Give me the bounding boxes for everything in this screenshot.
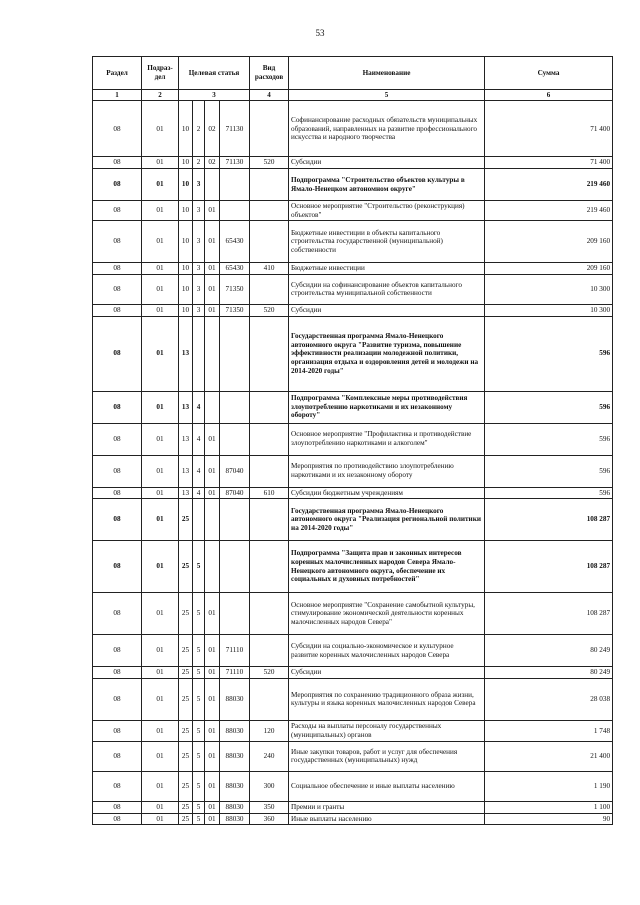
- cell-vid-rashodov: [250, 635, 289, 667]
- cell-vid-rashodov: [250, 593, 289, 635]
- cell-activity: 01: [205, 201, 220, 221]
- cell-razdel: 08: [93, 304, 142, 316]
- cell-direction: 88030: [220, 801, 250, 813]
- cell-summa: 71 400: [485, 157, 613, 169]
- cell-summa: 90: [485, 813, 613, 825]
- cell-podrazdel: 01: [142, 813, 179, 825]
- cell-vid-rashodov: 350: [250, 801, 289, 813]
- cell-activity: [205, 499, 220, 541]
- cell-subprogram: 4: [193, 423, 205, 455]
- cell-vid-rashodov: [250, 201, 289, 221]
- cell-direction: 88030: [220, 720, 250, 741]
- cell-activity: 01: [205, 801, 220, 813]
- cell-razdel: 08: [93, 487, 142, 499]
- cell-program: 10: [179, 169, 193, 201]
- cell-podrazdel: 01: [142, 487, 179, 499]
- cell-program: 10: [179, 157, 193, 169]
- cell-razdel: 08: [93, 316, 142, 391]
- cell-program: 25: [179, 593, 193, 635]
- cell-vid-rashodov: [250, 101, 289, 157]
- cell-direction: 71350: [220, 274, 250, 304]
- cell-activity: 01: [205, 274, 220, 304]
- cell-summa: 108 287: [485, 541, 613, 593]
- cell-razdel: 08: [93, 541, 142, 593]
- cell-razdel: 08: [93, 813, 142, 825]
- cell-vid-rashodov: 410: [250, 263, 289, 275]
- cell-subprogram: 5: [193, 541, 205, 593]
- cell-program: 25: [179, 678, 193, 720]
- cell-podrazdel: 01: [142, 801, 179, 813]
- cell-subprogram: 4: [193, 455, 205, 487]
- cell-activity: [205, 541, 220, 593]
- table-header-row: [93, 57, 613, 90]
- cell-naimenovanie: Основное мероприятие "Сохранение самобытной культуры, стимулирование экономической деятельности коренных малочисленных народов Севера": [289, 593, 485, 635]
- cell-vid-rashodov: [250, 391, 289, 423]
- cell-razdel: 08: [93, 499, 142, 541]
- cell-vid-rashodov: [250, 316, 289, 391]
- cell-vid-rashodov: [250, 499, 289, 541]
- cell-podrazdel: 01: [142, 541, 179, 593]
- cell-podrazdel: 01: [142, 316, 179, 391]
- cell-subprogram: 5: [193, 678, 205, 720]
- cell-direction: [220, 201, 250, 221]
- cell-podrazdel: 01: [142, 720, 179, 741]
- table-row: [93, 423, 613, 455]
- cell-podrazdel: 01: [142, 304, 179, 316]
- cell-podrazdel: 01: [142, 741, 179, 771]
- cell-program: 25: [179, 813, 193, 825]
- cell-razdel: 08: [93, 391, 142, 423]
- cell-subprogram: 5: [193, 667, 205, 679]
- cell-vid-rashodov: [250, 423, 289, 455]
- cell-podrazdel: 01: [142, 169, 179, 201]
- table-row: [93, 221, 613, 263]
- cell-direction: [220, 316, 250, 391]
- column-number: 2: [142, 90, 179, 101]
- table-row: [93, 541, 613, 593]
- cell-direction: [220, 423, 250, 455]
- budget-table: [92, 56, 613, 825]
- cell-direction: 65430: [220, 221, 250, 263]
- cell-podrazdel: 01: [142, 157, 179, 169]
- cell-summa: 209 160: [485, 221, 613, 263]
- cell-program: 10: [179, 221, 193, 263]
- cell-activity: [205, 169, 220, 201]
- cell-program: 25: [179, 771, 193, 801]
- cell-naimenovanie: Подпрограмма "Комплексные меры противодействия злоупотреблению наркотиками и их незаконному обороту": [289, 391, 485, 423]
- cell-activity: 01: [205, 455, 220, 487]
- cell-activity: 01: [205, 263, 220, 275]
- cell-razdel: 08: [93, 263, 142, 275]
- cell-direction: 65430: [220, 263, 250, 275]
- column-number: 6: [485, 90, 613, 101]
- cell-naimenovanie: Бюджетные инвестиции: [289, 263, 485, 275]
- table-row: [93, 593, 613, 635]
- cell-summa: 596: [485, 391, 613, 423]
- cell-program: 10: [179, 263, 193, 275]
- cell-summa: 108 287: [485, 499, 613, 541]
- cell-razdel: 08: [93, 741, 142, 771]
- cell-activity: 01: [205, 304, 220, 316]
- cell-naimenovanie: Мероприятия по противодействию злоупотреблению наркотиками и их незаконному обороту: [289, 455, 485, 487]
- table-row: [93, 263, 613, 275]
- cell-subprogram: 5: [193, 771, 205, 801]
- cell-naimenovanie: Субсидии бюджетным учреждениям: [289, 487, 485, 499]
- cell-direction: 88030: [220, 771, 250, 801]
- cell-subprogram: 3: [193, 304, 205, 316]
- cell-vid-rashodov: 300: [250, 771, 289, 801]
- table-row: [93, 667, 613, 679]
- cell-activity: 01: [205, 741, 220, 771]
- cell-direction: [220, 499, 250, 541]
- table-row: [93, 720, 613, 741]
- table-row: [93, 391, 613, 423]
- table-row: [93, 499, 613, 541]
- cell-vid-rashodov: 520: [250, 667, 289, 679]
- cell-naimenovanie: Основное мероприятие "Строительство (реконструкция) объектов": [289, 201, 485, 221]
- cell-subprogram: 5: [193, 720, 205, 741]
- cell-razdel: 08: [93, 455, 142, 487]
- cell-summa: 28 038: [485, 678, 613, 720]
- table-row: [93, 678, 613, 720]
- cell-activity: 01: [205, 423, 220, 455]
- cell-vid-rashodov: 520: [250, 157, 289, 169]
- cell-vid-rashodov: [250, 678, 289, 720]
- cell-activity: [205, 391, 220, 423]
- cell-podrazdel: 01: [142, 771, 179, 801]
- cell-subprogram: [193, 316, 205, 391]
- cell-program: 25: [179, 720, 193, 741]
- column-number: 5: [289, 90, 485, 101]
- cell-razdel: 08: [93, 221, 142, 263]
- cell-podrazdel: 01: [142, 635, 179, 667]
- cell-vid-rashodov: [250, 455, 289, 487]
- cell-direction: [220, 391, 250, 423]
- cell-direction: 71110: [220, 667, 250, 679]
- cell-activity: 01: [205, 593, 220, 635]
- cell-program: 13: [179, 423, 193, 455]
- cell-naimenovanie: Расходы на выплаты персоналу государственных (муниципальных) органов: [289, 720, 485, 741]
- cell-summa: 1 100: [485, 801, 613, 813]
- cell-razdel: 08: [93, 593, 142, 635]
- cell-summa: 219 460: [485, 201, 613, 221]
- cell-subprogram: 2: [193, 157, 205, 169]
- cell-direction: 71350: [220, 304, 250, 316]
- column-number: 4: [250, 90, 289, 101]
- cell-vid-rashodov: [250, 169, 289, 201]
- cell-podrazdel: 01: [142, 201, 179, 221]
- cell-direction: [220, 169, 250, 201]
- cell-summa: 596: [485, 487, 613, 499]
- cell-razdel: 08: [93, 201, 142, 221]
- cell-activity: [205, 316, 220, 391]
- cell-summa: 219 460: [485, 169, 613, 201]
- cell-podrazdel: 01: [142, 499, 179, 541]
- cell-podrazdel: 01: [142, 455, 179, 487]
- cell-program: 25: [179, 801, 193, 813]
- column-number-row: [93, 90, 613, 101]
- cell-summa: 596: [485, 455, 613, 487]
- column-number: 1: [93, 90, 142, 101]
- cell-naimenovanie: Мероприятия по сохранению традиционного образа жизни, культуры и языка коренных малочисленных народов Севера: [289, 678, 485, 720]
- cell-program: 25: [179, 499, 193, 541]
- cell-summa: 1 190: [485, 771, 613, 801]
- cell-activity: 01: [205, 667, 220, 679]
- cell-razdel: 08: [93, 771, 142, 801]
- cell-direction: 71130: [220, 157, 250, 169]
- cell-naimenovanie: Государственная программа Ямало-Ненецкого автономного округа "Реализация региональной политики на 2014-2020 годы": [289, 499, 485, 541]
- cell-naimenovanie: Субсидии на софинансирование объектов капитального строительства муниципальной собственности: [289, 274, 485, 304]
- cell-podrazdel: 01: [142, 423, 179, 455]
- cell-summa: 1 748: [485, 720, 613, 741]
- cell-naimenovanie: Субсидии: [289, 667, 485, 679]
- cell-summa: 10 300: [485, 274, 613, 304]
- page-number: 53: [315, 28, 325, 38]
- cell-subprogram: 3: [193, 201, 205, 221]
- cell-activity: 02: [205, 101, 220, 157]
- cell-naimenovanie: Субсидии на социально-экономическое и культурное развитие коренных малочисленных народов Севера: [289, 635, 485, 667]
- cell-direction: 88030: [220, 813, 250, 825]
- cell-subprogram: 3: [193, 274, 205, 304]
- cell-podrazdel: 01: [142, 221, 179, 263]
- table-body: [93, 101, 613, 825]
- table-row: [93, 487, 613, 499]
- column-number: 3: [179, 90, 250, 101]
- cell-razdel: 08: [93, 678, 142, 720]
- cell-direction: [220, 593, 250, 635]
- cell-program: 25: [179, 667, 193, 679]
- cell-subprogram: 3: [193, 169, 205, 201]
- cell-razdel: 08: [93, 720, 142, 741]
- cell-vid-rashodov: [250, 221, 289, 263]
- cell-program: 13: [179, 391, 193, 423]
- header-celevaya-statya: Целевая статья: [179, 57, 250, 90]
- cell-naimenovanie: Софинансирование расходных обязательств муниципальных образований, направленных на развитие профессионального искусства и народного творчества: [289, 101, 485, 157]
- cell-subprogram: 3: [193, 221, 205, 263]
- table-row: [93, 274, 613, 304]
- cell-naimenovanie: Бюджетные инвестиции в объекты капитального строительства государственной (муниципальной) собственности: [289, 221, 485, 263]
- header-naimenovanie: Наименование: [289, 57, 485, 90]
- table-row: [93, 157, 613, 169]
- cell-direction: 88030: [220, 741, 250, 771]
- cell-naimenovanie: Субсидии: [289, 157, 485, 169]
- table-row: [93, 801, 613, 813]
- cell-vid-rashodov: [250, 274, 289, 304]
- cell-subprogram: 5: [193, 741, 205, 771]
- table-row: [93, 813, 613, 825]
- cell-subprogram: 3: [193, 263, 205, 275]
- cell-podrazdel: 01: [142, 263, 179, 275]
- table-row: [93, 455, 613, 487]
- cell-program: 10: [179, 304, 193, 316]
- cell-activity: 01: [205, 678, 220, 720]
- cell-razdel: 08: [93, 274, 142, 304]
- table-row: [93, 304, 613, 316]
- cell-program: 25: [179, 541, 193, 593]
- cell-program: 10: [179, 201, 193, 221]
- cell-subprogram: [193, 499, 205, 541]
- cell-program: 25: [179, 635, 193, 667]
- cell-subprogram: 5: [193, 593, 205, 635]
- cell-direction: 88030: [220, 678, 250, 720]
- table-row: [93, 101, 613, 157]
- cell-naimenovanie: Субсидии: [289, 304, 485, 316]
- cell-activity: 02: [205, 157, 220, 169]
- header-vid-rashodov: Вид расходов: [250, 57, 289, 90]
- cell-razdel: 08: [93, 667, 142, 679]
- table-row: [93, 741, 613, 771]
- cell-naimenovanie: Государственная программа Ямало-Ненецкого автономного округа "Развитие туризма, повышение эффективности реализации молодежной политики, организация отдыха и оздоровления детей и молодежи на 2014-2020 годы": [289, 316, 485, 391]
- cell-direction: 71130: [220, 101, 250, 157]
- cell-summa: 596: [485, 423, 613, 455]
- cell-subprogram: 2: [193, 101, 205, 157]
- cell-summa: 71 400: [485, 101, 613, 157]
- cell-podrazdel: 01: [142, 391, 179, 423]
- cell-subprogram: 5: [193, 635, 205, 667]
- cell-summa: 10 300: [485, 304, 613, 316]
- cell-podrazdel: 01: [142, 667, 179, 679]
- cell-vid-rashodov: 240: [250, 741, 289, 771]
- cell-program: 10: [179, 274, 193, 304]
- cell-podrazdel: 01: [142, 274, 179, 304]
- cell-activity: 01: [205, 720, 220, 741]
- cell-naimenovanie: Подпрограмма "Защита прав и законных интересов коренных малочисленных народов Севера Ямало-Ненецкого автономного округа, обеспечение их социальных и духовных потребностей": [289, 541, 485, 593]
- cell-program: 25: [179, 741, 193, 771]
- table-row: [93, 316, 613, 391]
- cell-activity: 01: [205, 221, 220, 263]
- cell-program: 13: [179, 455, 193, 487]
- cell-naimenovanie: Иные выплаты населению: [289, 813, 485, 825]
- cell-program: 13: [179, 487, 193, 499]
- cell-podrazdel: 01: [142, 101, 179, 157]
- table-row: [93, 169, 613, 201]
- cell-naimenovanie: Социальное обеспечение и иные выплаты населению: [289, 771, 485, 801]
- cell-razdel: 08: [93, 101, 142, 157]
- cell-activity: 01: [205, 813, 220, 825]
- cell-subprogram: 5: [193, 801, 205, 813]
- cell-summa: 108 287: [485, 593, 613, 635]
- cell-subprogram: 4: [193, 391, 205, 423]
- cell-subprogram: 4: [193, 487, 205, 499]
- table-row: [93, 201, 613, 221]
- cell-direction: 87040: [220, 455, 250, 487]
- header-razdel: Раздел: [93, 57, 142, 90]
- cell-naimenovanie: Иные закупки товаров, работ и услуг для обеспечения государственных (муниципальных) нужд: [289, 741, 485, 771]
- cell-podrazdel: 01: [142, 678, 179, 720]
- cell-direction: 71110: [220, 635, 250, 667]
- cell-vid-rashodov: 520: [250, 304, 289, 316]
- cell-program: 13: [179, 316, 193, 391]
- cell-activity: 01: [205, 771, 220, 801]
- cell-summa: 80 249: [485, 667, 613, 679]
- cell-razdel: 08: [93, 801, 142, 813]
- cell-vid-rashodov: [250, 541, 289, 593]
- cell-summa: 209 160: [485, 263, 613, 275]
- cell-vid-rashodov: 360: [250, 813, 289, 825]
- cell-program: 10: [179, 101, 193, 157]
- table-row: [93, 771, 613, 801]
- cell-activity: 01: [205, 635, 220, 667]
- cell-direction: [220, 541, 250, 593]
- cell-vid-rashodov: 120: [250, 720, 289, 741]
- cell-subprogram: 5: [193, 813, 205, 825]
- cell-summa: 596: [485, 316, 613, 391]
- cell-summa: 21 400: [485, 741, 613, 771]
- cell-vid-rashodov: 610: [250, 487, 289, 499]
- cell-activity: 01: [205, 487, 220, 499]
- cell-razdel: 08: [93, 423, 142, 455]
- header-podrazdel: Подраз- дел: [142, 57, 179, 90]
- cell-podrazdel: 01: [142, 593, 179, 635]
- cell-naimenovanie: Премии и гранты: [289, 801, 485, 813]
- cell-direction: 87040: [220, 487, 250, 499]
- cell-razdel: 08: [93, 635, 142, 667]
- cell-razdel: 08: [93, 157, 142, 169]
- cell-summa: 80 249: [485, 635, 613, 667]
- cell-naimenovanie: Подпрограмма "Строительство объектов культуры в Ямало-Ненецком автономном округе": [289, 169, 485, 201]
- table-row: [93, 635, 613, 667]
- header-summa: Сумма: [485, 57, 613, 90]
- cell-razdel: 08: [93, 169, 142, 201]
- cell-naimenovanie: Основное мероприятие "Профилактика и противодействие злоупотреблению наркотиками и алкоголем": [289, 423, 485, 455]
